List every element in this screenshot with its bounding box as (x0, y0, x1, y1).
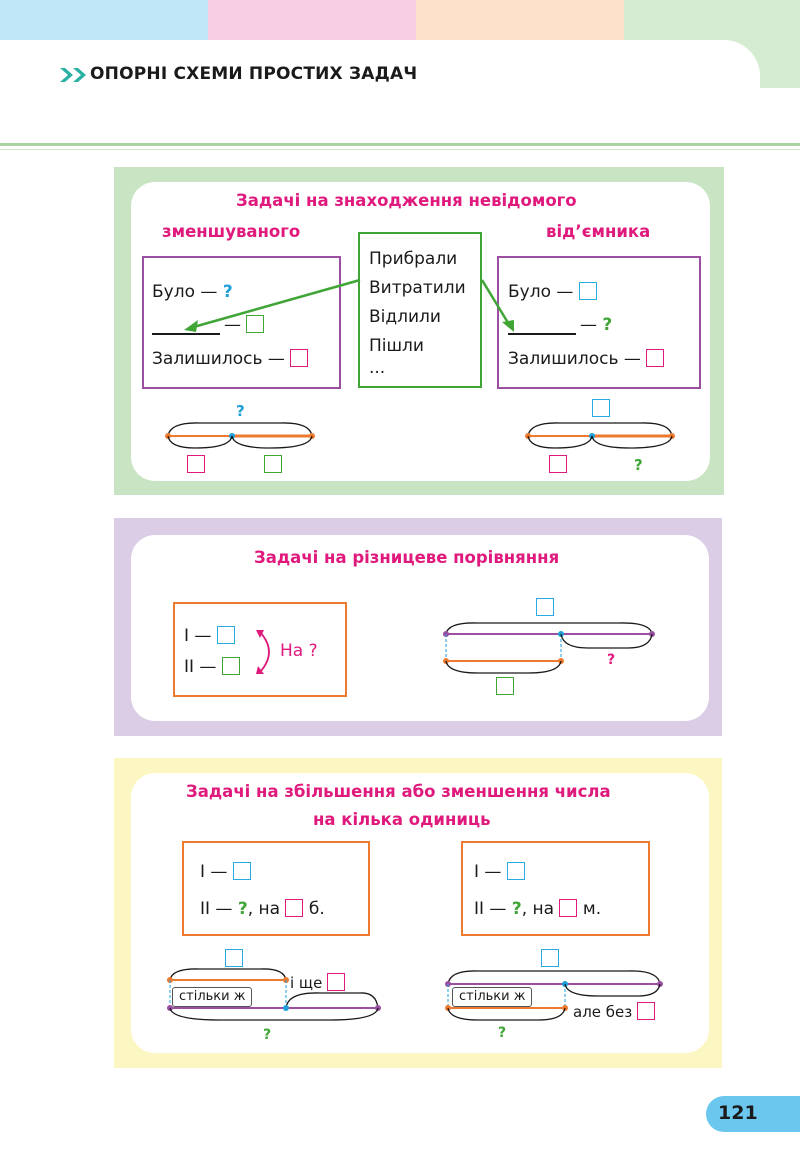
question-mark: ? (222, 282, 233, 302)
left-box-line1-text: Було — (152, 282, 218, 302)
section1-left-label: зменшуваного (162, 222, 301, 241)
section2-line2 (184, 657, 240, 677)
section3-left-line1-text: І — (200, 862, 228, 882)
section3-title-line1: Задачі на збільшення або зменшення числа (186, 782, 611, 801)
pink-square-icon (285, 899, 303, 917)
section3-right-line2-suffix: м. (582, 899, 602, 919)
section1-title: Задачі на знаходження невідомого (236, 191, 577, 210)
blue-square-icon (579, 282, 597, 300)
section3-left-box (182, 841, 370, 936)
section2-line1 (184, 626, 235, 646)
pink-square-icon (646, 349, 664, 367)
section3-title-line2: на кілька одиниць (313, 810, 491, 829)
left-diagram-chip: стільки ж (172, 987, 252, 1007)
blue-square-icon (541, 949, 559, 967)
section3-right-box (461, 841, 650, 936)
left-box-line3 (152, 349, 308, 369)
section3-left-line2-prefix: ІІ — (200, 899, 233, 919)
blue-square-icon (225, 949, 243, 967)
section3-left-line2 (200, 899, 325, 919)
section2-line2-text: ІІ — (184, 657, 217, 677)
blue-square-icon (217, 626, 235, 644)
middle-item-1: Витратили (369, 278, 466, 298)
right-box-line3 (508, 349, 664, 369)
left-diagram-extra-text: і ще (290, 974, 323, 992)
left-box-line2: — (224, 315, 264, 335)
arrow-right (482, 280, 510, 326)
middle-item-2: Відлили (369, 307, 441, 327)
section2-title: Задачі на різницеве порівняння (254, 548, 560, 567)
section2-segment-diagram (438, 618, 668, 678)
right-diagram-extra (573, 1002, 655, 1021)
blue-square-icon (507, 862, 525, 880)
right-diagram-question: ? (498, 1025, 507, 1041)
left-diagram-question: ? (263, 1027, 272, 1043)
green-square-icon (264, 455, 282, 473)
left-diagram-extra (290, 973, 345, 992)
section3-left-line2-suffix: б. (308, 899, 325, 919)
section2-question: ? (607, 652, 616, 668)
section1-right-label: від’ємника (546, 222, 651, 241)
page-number: 121 (718, 1102, 758, 1124)
right-diagram-extra-text: але без (573, 1003, 633, 1021)
middle-item-3: Пішли (369, 336, 424, 356)
pink-square-icon (637, 1002, 655, 1020)
blue-square-icon (592, 399, 610, 417)
middle-item-4: ... (369, 358, 386, 378)
arrow-left (190, 280, 360, 328)
question-mark: ? (602, 315, 613, 335)
pink-square-icon (327, 973, 345, 991)
left-segment-diagram (160, 418, 330, 478)
section3-right-line1 (474, 862, 525, 882)
right-diagram-question: ? (634, 456, 643, 474)
blue-square-icon (536, 598, 554, 616)
section2-line1-text: І — (184, 626, 212, 646)
blue-square-icon (233, 862, 251, 880)
section3-left-line2-mid: , на (247, 899, 281, 919)
section3-right-line2-prefix: ІІ — (474, 899, 507, 919)
left-box-line3-text: Залишилось — (152, 349, 285, 369)
section3-right-line2-mid: , на (521, 899, 555, 919)
section3-left-line1 (200, 862, 251, 882)
pink-square-icon (549, 455, 567, 473)
arrow-right-head (502, 320, 514, 332)
arrow-left-head (184, 320, 198, 332)
right-diagram-chip: стільки ж (452, 987, 532, 1007)
divider (0, 143, 800, 146)
pink-square-icon (187, 455, 205, 473)
question-mark: ? (511, 899, 522, 919)
right-box-line1-text: Було — (508, 282, 574, 302)
divider-thin (0, 149, 800, 150)
section1-arrows (170, 270, 530, 340)
green-square-icon (496, 677, 514, 695)
section3-right-line1-text: І — (474, 862, 502, 882)
green-square-icon (222, 657, 240, 675)
right-box-line2: — ? (580, 315, 613, 335)
pink-square-icon (559, 899, 577, 917)
pink-square-icon (290, 349, 308, 367)
left-diagram-question: ? (236, 402, 245, 420)
compare-label: На ? (280, 641, 318, 661)
question-mark: ? (237, 899, 248, 919)
section3-right-line2 (474, 899, 601, 919)
right-box-line3-text: Залишилось — (508, 349, 641, 369)
middle-item-0: Прибрали (369, 249, 458, 269)
page-title: ОПОРНІ СХЕМИ ПРОСТИХ ЗАДАЧ (90, 64, 418, 84)
right-segment-diagram (520, 418, 690, 478)
double-chevron-icon (58, 66, 94, 84)
